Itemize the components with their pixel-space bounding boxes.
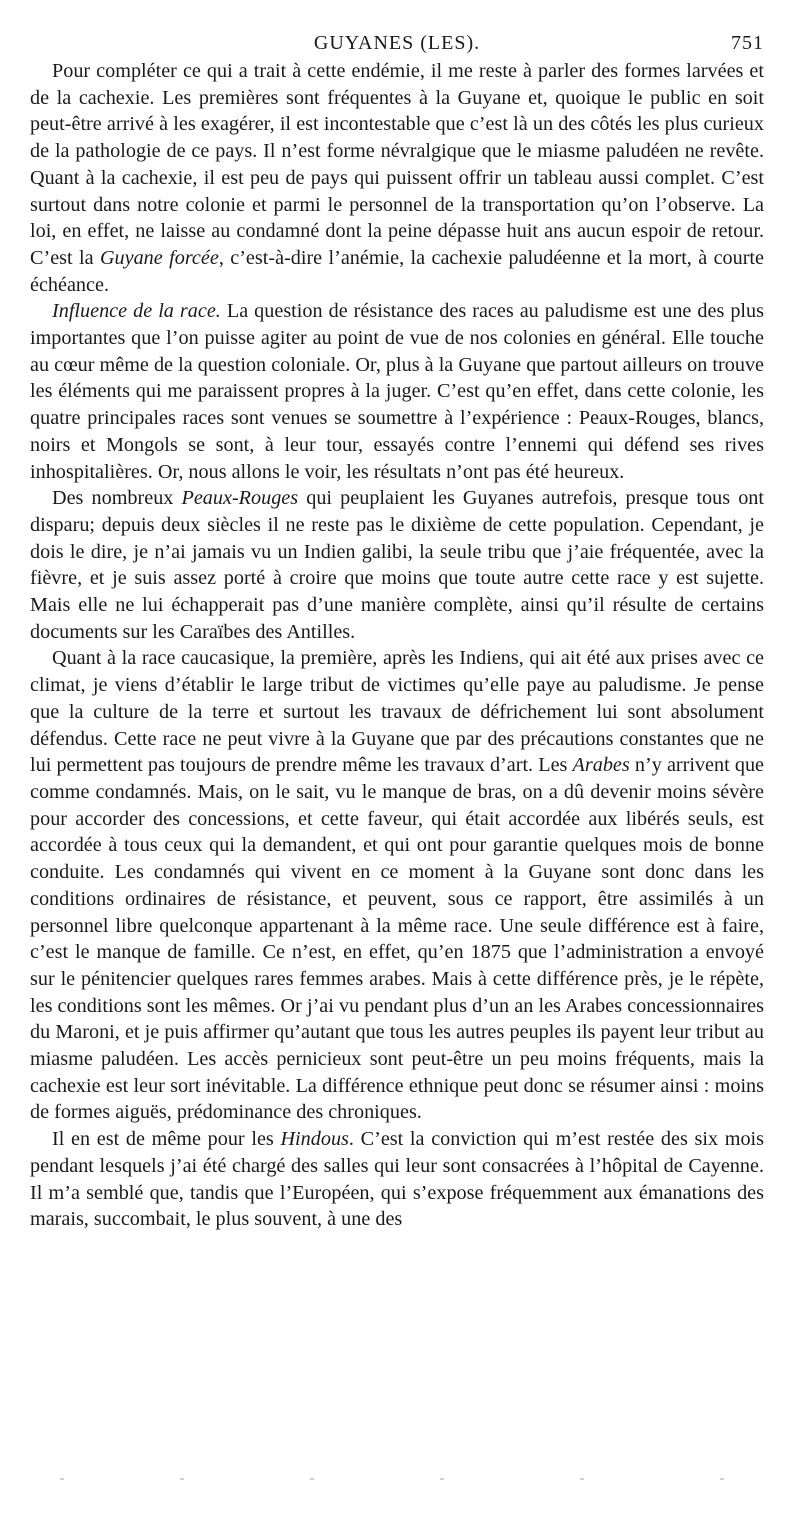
text-run: Il en est de même pour les <box>52 1128 281 1151</box>
speck <box>180 1478 184 1480</box>
section-heading-inline: Influence de la race. <box>52 300 221 323</box>
text-run: La question de résistance des races au paludisme est une des plus importantes que l’on puisse agiter au point de vue de nos colonies en général. Elle touche au cœur même de la question coloniale. Or, plus à la Guyane que partout ailleurs on trouve les éléments qui me paraissent propres à la juger. C’est qu’en effet, dans cette colonie, les quatre principales races sont venues se soumettre à l’expérience : Peaux-Rouges, blancs, noirs et Mongols se sont, à leur tour, essayés contre l’ennemi qui défend ses rives inhospitalières. Or, nous allons le voir, les résultats n’ont pas été heureux. <box>30 300 764 483</box>
paragraph-influence-race <box>30 298 764 485</box>
italic-term: Hindous <box>280 1128 349 1151</box>
italic-term: Arabes <box>572 754 630 777</box>
speck <box>580 1478 584 1480</box>
book-page <box>30 28 764 1233</box>
page-number: 751 <box>731 32 764 54</box>
speck <box>440 1478 444 1480</box>
italic-term: Peaux-Rouges <box>181 487 299 510</box>
paragraph-peaux-rouges <box>30 485 764 645</box>
speck <box>310 1478 314 1480</box>
text-run: , c’est-à-dire l’anémie, la cachexie paludéenne et la mort, à courte échéance. <box>30 246 765 296</box>
paragraph-race-caucasique <box>30 645 764 1126</box>
text-run: n’y arrivent que comme condamnés. Mais, on le sait, vu le manque de bras, on a dû devenir moins sévère pour accorder des concessions, et cette faveur, qui était accordée aux libérés seuls, est accordée à tous ceux qui la demandent, et qui ont pour garantie quelques mois de bonne conduite. Les condamnés qui vivent en ce moment à la Guyane sont donc dans les conditions ordinaires de résistance, et peuvent, sous ce rapport, être assimilés à un personnel libre quelconque appartenant à la même race. Une seule différence est à faire, c’est le manque de famille. Ce n’est, en effet, qu’en 1875 que l’administration a envoyé sur le pénitencier quelques rares femmes arabes. Mais à cette différence près, je le répète, les conditions sont les mêmes. Or j’ai vu pendant plus d’un an les Arabes concessionnaires du Maroni, et je puis affirmer qu’autant que tous les autres peuples ils payent leur tribut au miasme paludéen. Les accès pernicieux sont peut-être un peu moins fréquents, mais la cachexie est leur sort inévitable. La différence ethnique peut donc se résumer ainsi : moins de formes aiguës, prédominance des chroniques. <box>30 754 764 1124</box>
body-text <box>30 58 764 1233</box>
text-run: qui peuplaient les Guyanes autrefois, presque tous ont disparu; depuis deux siècles il ne reste pas le dixième de cette population. Cependant, je dois le dire, je n’ai jamais vu un Indien galibi, la seule tribu que j’aie fréquentée, avec la fièvre, et je suis assez porté à croire que moins que toute autre cette race y est sujette. Mais elle ne lui échapperait pas d’une manière complète, ainsi qu’il résulte de certains documents sur les Caraïbes des Antilles. <box>30 487 765 643</box>
text-run: Pour compléter ce qui a trait à cette endémie, il me reste à parler des formes larvées et de la cachexie. Les premières sont fréquentes à la Guyane et, quoique le public en soit peut-être arrivé à les exagérer, il est incontestable que c’est là un des côtés les plus curieux de la pathologie de ce pays. Il n’est forme névralgique que le miasme paludéen ne revête. Quant à la cachexie, il est peu de pays qui puissent offrir un tableau aussi complet. C’est surtout dans notre colonie et parmi le personnel de la transportation qu’on l’observe. La loi, en effet, ne laisse au condamné dont la peine dépasse huit ans aucun espoir de retour. C’est la <box>30 60 764 269</box>
text-run: . C’est la conviction qui m’est restée des six mois pendant lesquels j’ai été chargé des salles qui leur sont consacrées à l’hôpital de Cayenne. Il m’a semblé que, tandis que l’Européen, qui s’expose fréquemment aux émanations des marais, succombait, le plus souvent, à une des <box>30 1128 765 1231</box>
paragraph-formes-larvees <box>30 58 764 298</box>
print-specks <box>60 1478 760 1480</box>
speck <box>60 1478 64 1480</box>
text-run: Des nombreux <box>52 487 182 510</box>
paragraph-hindous <box>30 1126 764 1233</box>
speck <box>720 1478 724 1480</box>
text-run: Quant à la race caucasique, la première, après les Indiens, qui ait été aux prises avec ce climat, je viens d’établir le large tribut de victimes qu’elle paye au paludisme. Je pense que la culture de la terre et surtout les travaux de défrichement lui sont absolument défendus. Cette race ne peut vivre à la Guyane que par des précautions constantes que ne lui permettent pas toujours de prendre même les travaux d’art. Les <box>30 647 764 777</box>
running-header <box>30 28 764 58</box>
running-title: GUYANES (LES). <box>313 32 481 54</box>
italic-term: Guyane forcée <box>99 246 219 269</box>
